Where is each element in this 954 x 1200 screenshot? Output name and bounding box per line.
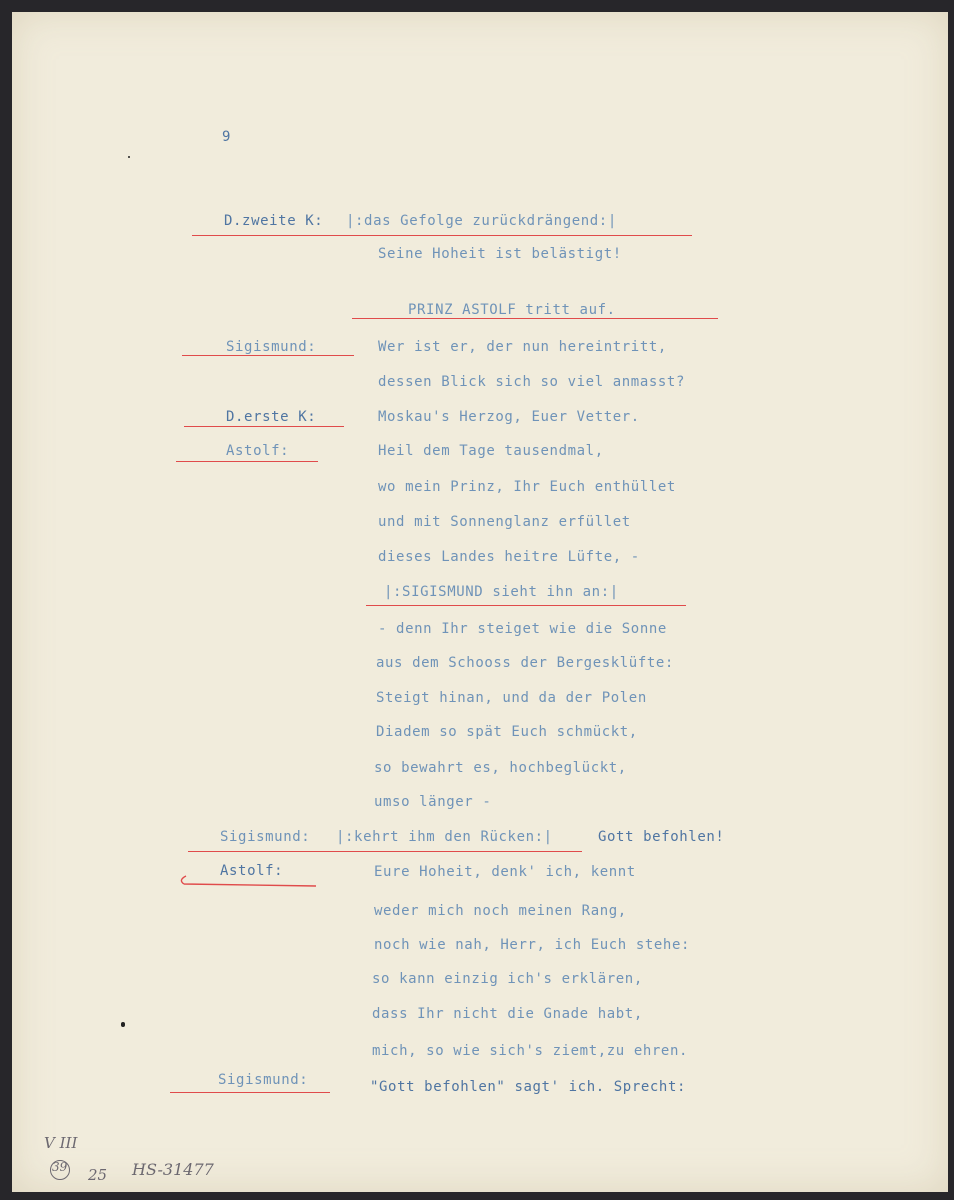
- ink-dot: [121, 1022, 125, 1027]
- verse-line: dessen Blick sich so viel anmasst?: [378, 374, 685, 390]
- verse-line: noch wie nah, Herr, ich Euch stehe:: [374, 937, 691, 953]
- handwritten-circled-number: 39: [52, 1160, 68, 1174]
- speaker-label: D.erste K:: [226, 409, 317, 425]
- verse-line: dass Ihr nicht die Gnade habt,: [372, 1006, 643, 1022]
- archive-signature: HS-31477: [132, 1160, 214, 1179]
- verse-line: umso länger -: [374, 794, 492, 810]
- speaker-label: Sigismund:: [218, 1072, 309, 1088]
- verse-line: Diadem so spät Euch schmückt,: [376, 724, 638, 740]
- verse-line: Wer ist er, der nun hereintritt,: [378, 339, 667, 355]
- speaker-label: Sigismund:: [226, 339, 317, 355]
- red-underline: [366, 605, 686, 606]
- verse-line: Moskau's Herzog, Euer Vetter.: [378, 409, 640, 425]
- stage-direction: |:kehrt ihm den Rücken:|: [336, 829, 553, 845]
- speaker-label: Astolf:: [226, 443, 290, 459]
- verse-line: und mit Sonnenglanz erfüllet: [378, 514, 631, 530]
- red-underline: [192, 235, 692, 236]
- ink-speck: [128, 156, 130, 158]
- red-arrow-underline: [176, 874, 318, 890]
- red-underline: [352, 318, 718, 319]
- verse-line: Seine Hoheit ist belästigt!: [378, 246, 622, 262]
- handwritten-number: 25: [88, 1166, 108, 1184]
- red-underline: [182, 355, 354, 356]
- verse-line: weder mich noch meinen Rang,: [374, 903, 627, 919]
- verse-line: dieses Landes heitre Lüfte, -: [378, 549, 640, 565]
- verse-line: mich, so wie sich's ziemt,zu ehren.: [372, 1043, 689, 1059]
- verse-line: Heil dem Tage tausendmal,: [378, 443, 604, 459]
- speaker-label: Astolf:: [220, 863, 284, 879]
- verse-line: Gott befohlen!: [598, 829, 725, 845]
- stage-direction: |:das Gefolge zurückdrängend:|: [346, 213, 617, 229]
- verse-line: - denn Ihr steiget wie die Sonne: [378, 621, 667, 637]
- speaker-label: D.zweite K:: [224, 213, 324, 229]
- stage-direction: PRINZ ASTOLF tritt auf.: [408, 302, 616, 318]
- verse-line: wo mein Prinz, Ihr Euch enthüllet: [378, 479, 676, 495]
- red-underline: [188, 851, 582, 852]
- red-underline: [184, 426, 344, 427]
- speaker-label: Sigismund:: [220, 829, 311, 845]
- verse-line: so bewahrt es, hochbeglückt,: [374, 760, 627, 776]
- stage-direction: |:SIGISMUND sieht ihn an:|: [384, 584, 619, 600]
- verse-line: "Gott befohlen" sagt' ich. Sprecht:: [370, 1079, 687, 1095]
- verse-line: aus dem Schooss der Bergesklüfte:: [376, 655, 674, 671]
- verse-line: Steigt hinan, und da der Polen: [376, 690, 647, 706]
- red-underline: [176, 461, 318, 462]
- verse-line: so kann einzig ich's erklären,: [372, 971, 643, 987]
- handwritten-roman-numeral: V III: [44, 1134, 78, 1152]
- red-underline: [170, 1092, 330, 1093]
- page-number: 9: [222, 129, 232, 145]
- verse-line: Eure Hoheit, denk' ich, kennt: [374, 864, 636, 880]
